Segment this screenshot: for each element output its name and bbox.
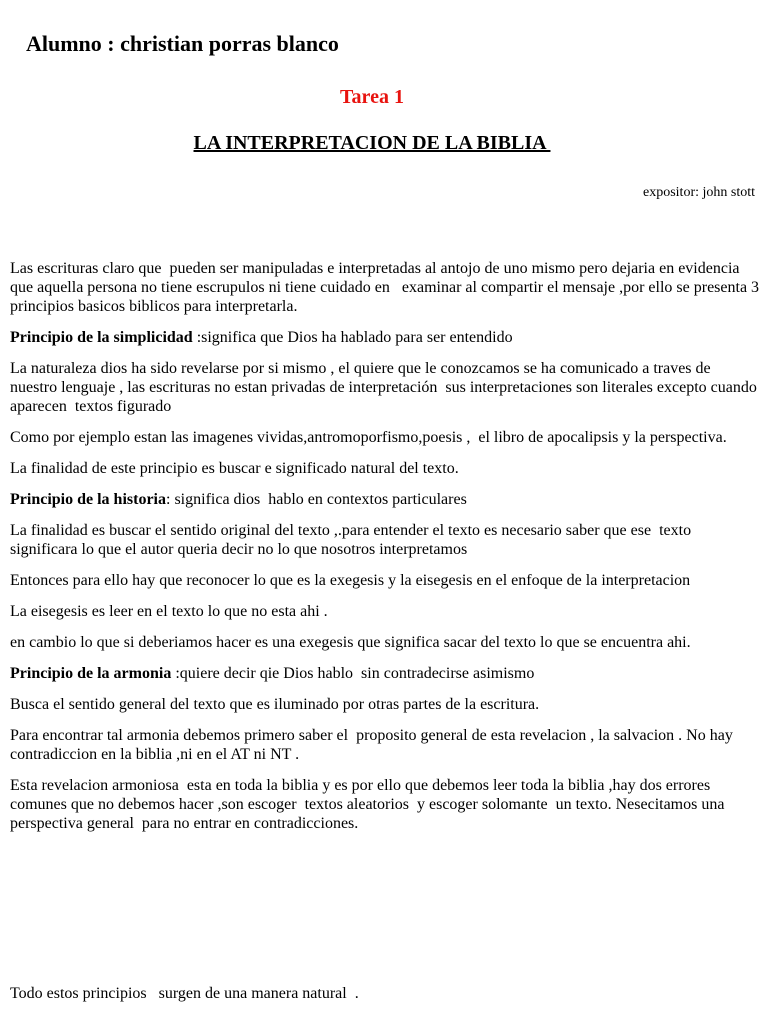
paragraph-text: La naturaleza dios ha sido revelarse por si mismo , el quiere que le conozcamos se ha comunicado a traves de nuestro lenguaje , las escrituras no estan privadas de interpretación sus interpretaciones son literales excepto cuando aparecen textos figurado bbox=[10, 360, 761, 415]
paragraph-text: Las escrituras claro que pueden ser manipuladas e interpretadas al antojo de uno mismo pero dejaria en evidencia que aquella persona no tiene escrupulos ni tiene cuidado en examinar al compartir el mensaje ,por ello se presenta 3 principios basicos biblicos para interpretarla. bbox=[10, 260, 764, 315]
paragraph-text: La finalidad de este principio es buscar e significado natural del texto. bbox=[10, 460, 459, 477]
paragraph-text: Para encontrar tal armonia debemos primero saber el proposito general de esta revelacion , la salvacion . No hay contradiccion en la biblia ,ni en el AT ni NT . bbox=[10, 727, 737, 763]
paragraph bbox=[10, 490, 760, 509]
paragraph bbox=[10, 521, 760, 559]
paragraph-text: La finalidad es buscar el sentido original del texto ,.para entender el texto es necesario saber que ese texto significara lo que el autor queria decir no lo que nosotros interpretamos bbox=[10, 522, 696, 558]
document-title: LA INTERPRETACION DE LA BIBLIA bbox=[193, 132, 551, 154]
paragraph-text: en cambio lo que si deberiamos hacer es una exegesis que significa sacar del texto lo que se encuentra ahi. bbox=[10, 634, 691, 651]
paragraph-text: Como por ejemplo estan las imagenes vividas,antromoporfismo,poesis , el libro de apocalipsis y la perspectiva. bbox=[10, 429, 727, 446]
closing-line: Todo estos principios surgen de una manera natural . bbox=[10, 985, 359, 1002]
paragraph bbox=[10, 571, 760, 590]
paragraph bbox=[10, 328, 760, 347]
paragraph-text: Entonces para ello hay que reconocer lo que es la exegesis y la eisegesis en el enfoque de la interpretacion bbox=[10, 572, 691, 589]
paragraph-text: :significa que Dios ha hablado para ser entendido bbox=[192, 329, 513, 346]
paragraph bbox=[10, 633, 760, 652]
paragraph bbox=[10, 664, 760, 683]
paragraph bbox=[10, 776, 760, 833]
paragraph-text: La eisegesis es leer en el texto lo que no esta ahi . bbox=[10, 603, 328, 620]
task-label: Tarea 1 bbox=[340, 86, 404, 108]
paragraph bbox=[10, 359, 760, 416]
paragraph bbox=[10, 602, 760, 621]
paragraph-text: :quiere decir qie Dios hablo sin contradecirse asimismo bbox=[171, 665, 535, 682]
paragraph-heading: Principio de la armonia bbox=[10, 665, 172, 682]
paragraph bbox=[10, 726, 760, 764]
paragraph-text: Esta revelacion armoniosa esta en toda la biblia y es por ello que debemos leer toda la biblia ,hay dos errores comunes que no debemos hacer ,son escoger textos aleatorios y escoger solomante un texto. Nesecitamos una perspectiva general para no entrar en contradicciones. bbox=[10, 777, 729, 832]
expositor-credit: expositor: john stott bbox=[643, 185, 755, 200]
paragraph-text: Busca el sentido general del texto que es iluminado por otras partes de la escritura. bbox=[10, 696, 540, 713]
paragraph bbox=[10, 259, 764, 316]
paragraph-text: : significa dios hablo en contextos particulares bbox=[166, 491, 467, 508]
student-name: Alumno : christian porras blanco bbox=[26, 31, 339, 56]
document-body bbox=[10, 259, 764, 845]
paragraph bbox=[10, 695, 760, 714]
paragraph bbox=[10, 459, 760, 478]
paragraph-heading: Principio de la historia bbox=[10, 491, 166, 508]
paragraph-heading: Principio de la simplicidad bbox=[10, 329, 193, 346]
paragraph bbox=[10, 428, 760, 447]
